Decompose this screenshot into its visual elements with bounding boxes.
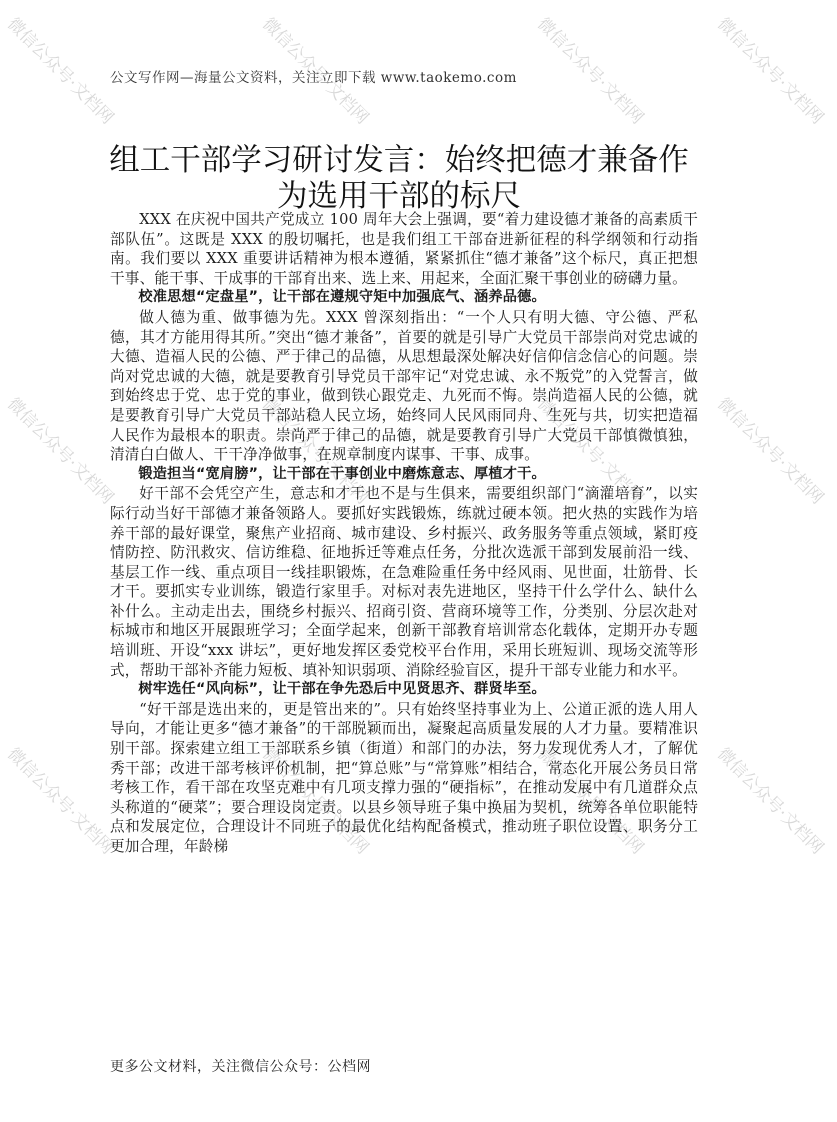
paragraph: 好干部不会凭空产生，意志和才干也不是与生俱来，需要组织部门“滴灌培育”，以实际行动当好干部德才兼备领路人。要抓好实践锻炼，练就过硬本领。把火热的实践作为培养干部的最好课堂，聚焦产业招商、城市建设、乡村振兴、政务服务等重点领域，紧盯疫情防控、防汛救灾、信访维稳、征地拆迁等难点任务，分批次选派干部到发展前沿一线、基层工作一线、重点项目一线挂职锻炼，在急难险重任务中经风雨、见世面，壮筋骨、长才干。要抓实专业训练，锻造行家里手。对标对表先进地区，坚持干什么学什么、缺什么补什么。主动走出去，围绕乡村振兴、招商引资、营商环境等工作，分类别、分层次赴对标城市和地区开展跟班学习；全面学起来，创新干部教育培训常态化载体，定期开办专题培训班、开设“xxx 讲坛”，更好地发挥区委党校平台作用，采用长班短训、现场交流等形式，帮助干部补齐能力短板、填补知识弱项、消除经验盲区，提升干部专业能力和水平。 xyxy=(110,485,698,679)
paragraph: 做人德为重、做事德为先。XXX 曾深刻指出：“一个人只有明大德、守公德、严私德，其才方能用得其所。”突出“德才兼备”，首要的就是引导广大党员干部崇尚对党忠诚的大德、造福人民的公德、严于律己的品德，从思想最深处解决好信仰信念信心的问题。崇尚对党忠诚的大德，就是要教育引导党员干部牢记“对党忠诚、永不叛党”的入党誓言，做到始终忠于党、忠于党的事业，做到铁心跟党走、九死而不悔。崇尚造福人民的公德，就是要教育引导广大党员干部站稳人民立场，始终同人民风雨同舟、生死与共，切实把造福人民作为最根本的职责。崇尚严于律己的品德，就是要教育引导广大党员干部慎微慎独，清清白白做人、干干净净做事，在规章制度内谋事、干事、成事。 xyxy=(110,308,698,464)
document-title: 组工干部学习研讨发言：始终把德才兼备作为选用干部的标尺 xyxy=(109,143,689,214)
section-heading: 树牢选任“风向标”，让干部在争先恐后中见贤思齐、群贤毕至。 xyxy=(138,681,546,698)
paragraph: “好干部是选出来的，更是管出来的”。只有始终坚持事业为上、公道正派的选人用人导向，才能让更多“德才兼备”的干部脱颖而出，凝聚起高质量发展的人才力量。要精准识别干部。探索建立组工干部联系乡镇（街道）和部门的办法，努力发现优秀人才，了解优秀干部；改进干部考核评价机制，把“算总账”与“常算账”相结合，常态化开展公务员日常考核工作，看干部在攻坚克难中有几项支撑力强的“硬指标”，在推动发展中有几道群众点头称道的“硬菜”；要合理设岗定责。以县乡领导班子集中换届为契机，统筹各单位职能特点和发展定位，合理设计不同班子的最优化结构配备模式，推动班子职位设置、职务分工更加合理，年龄梯 xyxy=(110,700,698,855)
page-footer: 更多公文材料，关注微信公众号：公档网 xyxy=(110,1059,371,1075)
paragraph: XXX 在庆祝中国共产党成立 100 周年大会上强调，要“着力建设德才兼备的高素质干部队伍”。这既是 XXX 的殷切嘱托，也是我们组工干部奋进新征程的科学纲领和行动指南。我们要以 XXX 重要讲话精神为根本遵循，紧紧抓住“德才兼备”这个标尺，真正把想干事、能干事、干成事的干部育出来、选上来、用起来，全面汇聚干事创业的磅礴力量。 xyxy=(110,211,698,287)
watermark: 微信公众号·文档网 xyxy=(713,394,828,509)
section-heading: 校准思想“定盘星”，让干部在遵规守矩中加强底气、涵养品德。 xyxy=(138,289,546,306)
watermark: 微信公众号·文档网 xyxy=(3,14,118,129)
watermark: 微信公众号·文档网 xyxy=(713,744,828,859)
watermark: 微信公众号·文档网 xyxy=(713,14,828,129)
section-heading: 锻造担当“宽肩膀”，让干部在干事创业中磨炼意志、厚植才干。 xyxy=(138,465,546,482)
watermark: 微信公众号·文档网 xyxy=(3,744,118,859)
document-body xyxy=(110,210,698,857)
watermark: 微信公众号·文档网 xyxy=(258,394,373,509)
watermark: 微信公众号·文档网 xyxy=(533,744,648,859)
watermark: 微信公众号·文档网 xyxy=(3,394,118,509)
page-header: 公文写作网—海量公文资料，关注立即下载 www.taokemo.com xyxy=(110,70,517,86)
watermark: 微信公众号·文档网 xyxy=(258,744,373,859)
watermark: 微信公众号·文档网 xyxy=(533,394,648,509)
watermark: 微信公众号·文档网 xyxy=(533,14,648,129)
watermark: 微信公众号·文档网 xyxy=(258,14,373,129)
